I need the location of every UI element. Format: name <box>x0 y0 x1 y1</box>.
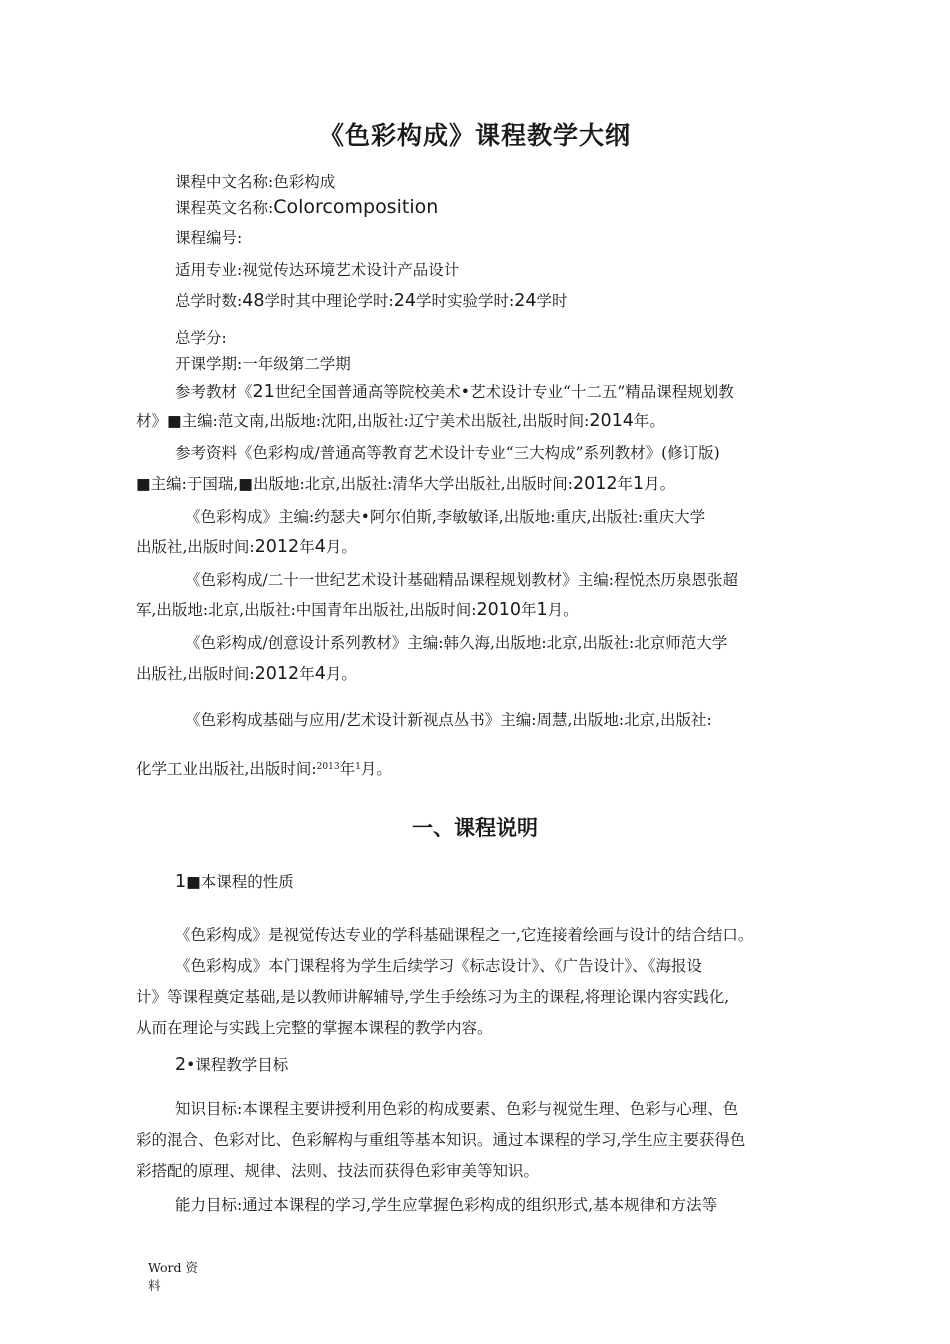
paragraph-2-line-2: 计》等课程奠定基础,是以教师讲解辅导,学生手绘练习为主的课程,将理论课内容实践化, <box>136 988 730 1006</box>
reference-3-line-2 <box>136 537 357 557</box>
ref5-month: 4 <box>314 664 326 684</box>
hours-unit: 学时 <box>536 292 568 310</box>
ref1-suffix: 年。 <box>633 412 665 430</box>
paragraph-3-line-3: 彩搭配的原理、规律、法则、技法而获得色彩审美等知识。 <box>136 1162 540 1180</box>
reference-5-line-1: 《色彩构成/创意设计系列教材》主编:韩久海,出版地:北京,出版社:北京师范大学 <box>185 634 728 652</box>
ref5-year: 2012 <box>254 664 300 684</box>
course-major <box>175 260 459 280</box>
paragraph-2-line-3: 从而在理论与实践上完整的掌握本课程的教学内容。 <box>136 1019 493 1037</box>
course-en-name <box>175 197 438 218</box>
paragraph-3-line-2: 彩的混合、色彩对比、色彩解构与重组等基本知识。通过本课程的学习,学生应主要获得色 <box>136 1131 746 1149</box>
paragraph-1: 《色彩构成》是视觉传达专业的学科基础课程之一,它连接着绘画与设计的结合结口。 <box>175 926 754 944</box>
ref2-month: 1 <box>633 474 645 494</box>
reference-6-line-2 <box>136 757 392 779</box>
reference-3-line-1: 《色彩构成》主编:约瑟夫•阿尔伯斯,李敏敏译,出版地:重庆,出版社:重庆大学 <box>185 508 706 526</box>
ref3-details: 出版社,出版时间: <box>136 538 255 556</box>
document-title: 《色彩构成》课程教学大纲 <box>318 121 631 150</box>
paragraph-4: 能力目标:通过本课程的学习,学生应掌握色彩构成的组织形式,基本规律和方法等 <box>175 1196 718 1214</box>
ref4-year-unit: 年 <box>521 601 537 619</box>
course-semester <box>175 354 351 374</box>
ref6-month: 1 <box>355 762 361 772</box>
ref1-details: 材》■主编:范文南,出版地:沈阳,出版社:辽宁美术出版社,出版时间: <box>136 412 590 430</box>
ref3-year-unit: 年 <box>299 538 315 556</box>
ref6-year-unit: 年 <box>339 760 356 778</box>
en-name-label: 课程英文名称: <box>175 199 274 217</box>
hours-total: 48 <box>242 291 265 311</box>
ref3-month: 4 <box>314 537 326 557</box>
reference-1-line-2 <box>136 411 665 431</box>
paragraph-2-line-1: 《色彩构成》本门课程将为学生后续学习《标志设计》、《广告设计》、《海报设 <box>175 957 703 975</box>
ref1-number: 21 <box>252 382 275 402</box>
course-hours <box>175 291 568 311</box>
ref4-year: 2010 <box>476 600 521 620</box>
reference-4-line-2 <box>136 600 579 620</box>
cn-name-value: 色彩构成 <box>273 173 336 191</box>
ref5-details: 出版社,出版时间: <box>136 665 255 683</box>
ref4-month: 1 <box>536 600 548 620</box>
ref5-suffix: 月。 <box>325 665 357 683</box>
subsection-nature <box>175 872 294 892</box>
footer-line-2: 料 <box>148 1278 161 1293</box>
reference-6-line-1: 《色彩构成基础与应用/艺术设计新视点丛书》主编:周慧,出版地:北京,出版社: <box>185 711 712 729</box>
ref3-suffix: 月。 <box>325 538 357 556</box>
ref2-suffix: 月。 <box>644 475 676 493</box>
hours-lab-label: 学时实验学时: <box>416 292 515 310</box>
reference-5-line-2 <box>136 664 357 684</box>
ref1-title: 世纪全国普通高等院校美术•艺术设计专业“十二五”精品课程规划教 <box>274 383 734 401</box>
ref6-details: 化学工业出版社,出版时间: <box>136 760 317 778</box>
ref4-details: 军,出版地:北京,出版社:中国青年出版社,出版时间: <box>136 601 477 619</box>
semester-value: 一年级第二学期 <box>242 355 351 373</box>
ref2-details: ■主编:于国瑞,■出版地:北京,出版社:清华大学出版社,出版时间: <box>136 475 573 493</box>
reference-4-line-1: 《色彩构成/二十一世纪艺术设计基础精品课程规划教材》主编:程悦杰历泉恩张超 <box>185 571 738 589</box>
reference-2-line-2 <box>136 474 675 494</box>
ref4-suffix: 月。 <box>547 601 579 619</box>
semester-label: 开课学期: <box>175 355 243 373</box>
reference-1-line-1 <box>175 382 734 402</box>
paragraph-3-line-1: 知识目标:本课程主要讲授利用色彩的构成要素、色彩与视觉生理、色彩与心理、色 <box>175 1100 739 1118</box>
course-credits: 总学分: <box>175 329 227 347</box>
course-cn-name <box>175 172 335 192</box>
ref2-year: 2012 <box>572 474 618 494</box>
subsection-goals-number: 2 <box>175 1055 187 1075</box>
ref1-prefix: 参考教材《 <box>175 383 253 401</box>
ref2-year-unit: 年 <box>617 475 634 493</box>
subsection-nature-number: 1 <box>175 872 187 892</box>
reference-2-line-1: 参考资料《色彩构成/普通高等教育艺术设计专业“三大构成”系列教材》(修订版) <box>175 444 720 462</box>
footer-line-1: Word 资 <box>148 1260 198 1275</box>
section-heading: 一、课程说明 <box>412 816 538 840</box>
ref5-year-unit: 年 <box>299 665 315 683</box>
major-value: 视觉传达环境艺术设计产品设计 <box>242 261 460 279</box>
major-label: 适用专业: <box>175 261 243 279</box>
ref3-year: 2012 <box>254 537 300 557</box>
ref6-year: 2013 <box>316 762 340 772</box>
cn-name-label: 课程中文名称: <box>175 173 274 191</box>
hours-lab: 24 <box>514 291 537 311</box>
en-name-value: Colorcomposition <box>273 196 439 218</box>
course-code: 课程编号: <box>175 229 243 247</box>
hours-theory-label: 学时其中理论学时: <box>264 292 394 310</box>
hours-label: 总学时数: <box>175 292 243 310</box>
hours-theory: 24 <box>393 291 417 311</box>
subsection-goals-title: •课程教学目标 <box>186 1056 289 1074</box>
ref1-year: 2014 <box>589 411 634 431</box>
ref6-suffix: 月。 <box>360 760 392 778</box>
subsection-goals <box>175 1055 288 1075</box>
subsection-nature-title: ■本课程的性质 <box>186 873 294 891</box>
